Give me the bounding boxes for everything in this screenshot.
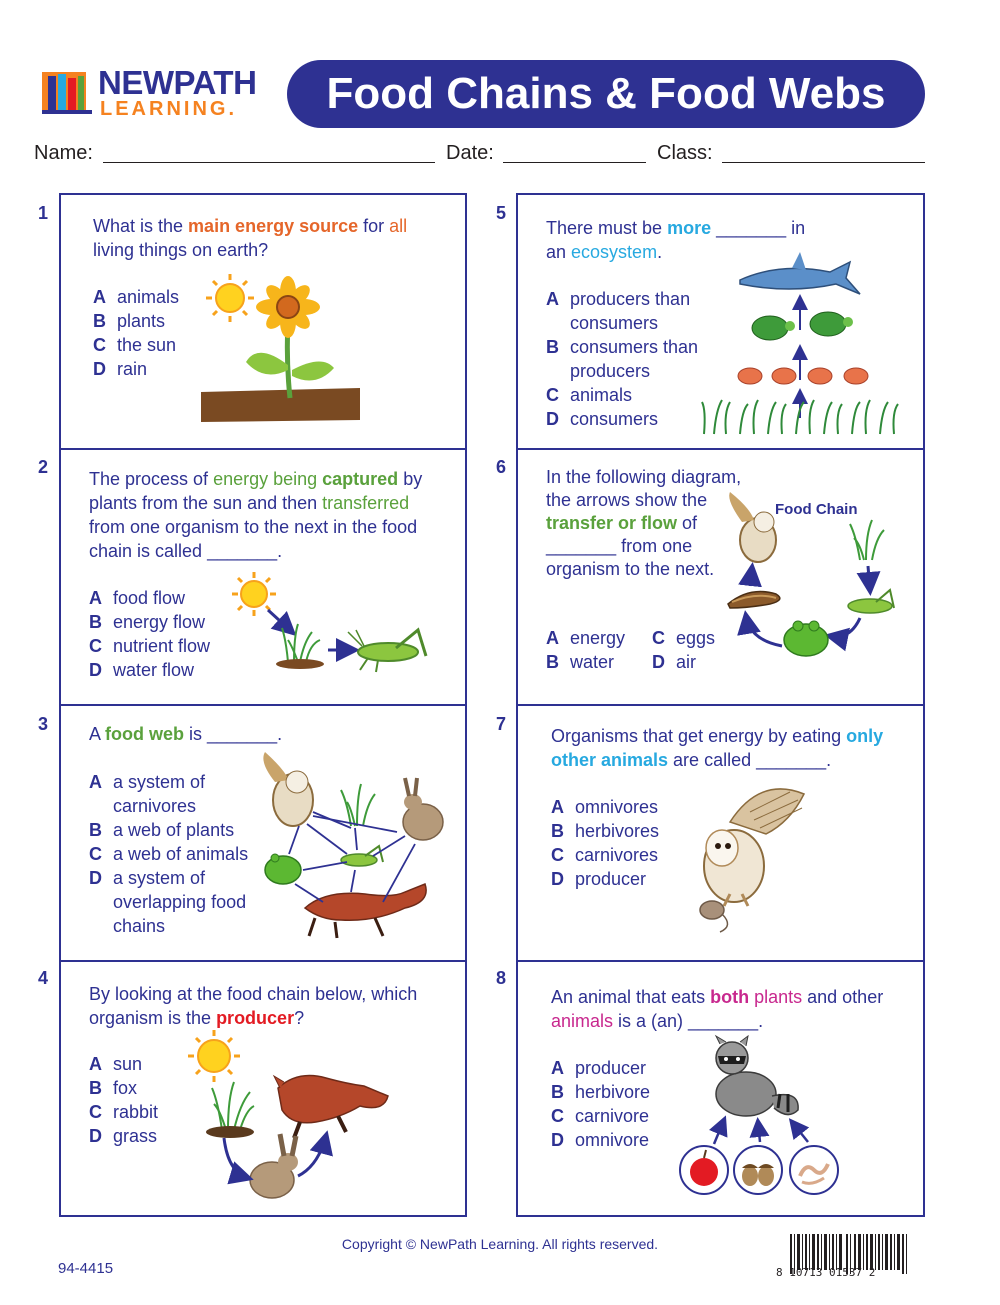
answer-option[interactable]: D water flow	[89, 660, 195, 680]
answer-option[interactable]: C rabbit	[89, 1102, 159, 1122]
answer-option[interactable]: B water	[546, 652, 615, 672]
owl-icon	[704, 789, 804, 906]
answer-option[interactable]: C the sun	[93, 335, 177, 355]
food-chain-label: Food Chain	[775, 501, 858, 518]
grass-icon	[850, 520, 884, 560]
rabbit-icon	[250, 1134, 298, 1198]
name-line[interactable]	[103, 162, 435, 163]
snake-icon	[728, 592, 780, 608]
answer-option[interactable]: A food flow	[89, 588, 186, 608]
turtle-icon	[752, 312, 853, 340]
question-4-options	[89, 1052, 189, 1148]
question-1-options	[93, 285, 213, 381]
divider	[59, 448, 467, 450]
answer-option[interactable]: D producer	[551, 869, 647, 889]
question-7-options	[551, 795, 681, 891]
newpath-logo	[40, 62, 270, 122]
question-1-text: What is the main energy source for all living things on earth?	[93, 216, 408, 260]
question-number: 2	[38, 457, 49, 477]
divider	[59, 960, 467, 962]
question-4-text: By looking at the food chain below, which organism is the producer?	[89, 984, 418, 1028]
grasshopper-icon	[341, 846, 383, 866]
date-line[interactable]	[503, 162, 646, 163]
answer-option[interactable]: D consumers	[546, 409, 659, 429]
answer-option[interactable]: D omnivore	[551, 1130, 650, 1150]
grasshopper-icon	[848, 590, 894, 613]
divider	[516, 960, 925, 962]
question-7-text: Organisms that get energy by eating only other animals are called _______.	[551, 726, 884, 770]
apple-icon	[680, 1146, 728, 1194]
answer-option[interactable]: A sun	[89, 1054, 143, 1074]
answer-option[interactable]: C carnivores	[551, 845, 659, 865]
answer-option[interactable]: B a web of plants	[89, 820, 235, 840]
question-6-text: In the following diagram, the arrows show the transfer or flow of _______ from one organism to the next.	[546, 467, 742, 579]
question-8-options	[551, 1056, 671, 1152]
energy-flow-illustration	[228, 570, 438, 680]
question-number: 6	[496, 457, 507, 477]
answer-option[interactable]: B herbivore	[551, 1082, 651, 1102]
question-5-options	[546, 287, 716, 431]
question-number: 4	[38, 968, 49, 988]
food-chain-cycle-illustration	[720, 490, 910, 670]
answer-option[interactable]: B fox	[89, 1078, 138, 1098]
answer-option[interactable]: C animals	[546, 385, 633, 405]
answer-option[interactable]: D air	[652, 652, 697, 672]
product-code: 94-4415	[58, 1260, 114, 1277]
rabbit-icon	[403, 778, 443, 840]
question-number: 1	[38, 203, 49, 223]
question-5-text: There must be more _______ in an ecosystem.	[546, 218, 806, 262]
grass-icon	[341, 784, 375, 826]
sun-icon	[188, 1030, 240, 1082]
date-label: Date:	[446, 142, 494, 164]
raccoon-icon	[716, 1036, 798, 1116]
mouse-icon	[700, 901, 728, 932]
answer-option[interactable]: A energy	[546, 628, 626, 648]
frog-icon	[265, 854, 301, 884]
answer-option[interactable]: C carnivore	[551, 1106, 650, 1126]
food-chain-illustration	[188, 1026, 408, 1206]
answer-option[interactable]: B energy flow	[89, 612, 206, 632]
divider	[516, 448, 925, 450]
answer-option[interactable]: B herbivores	[551, 821, 660, 841]
answer-option[interactable]: A animals	[93, 287, 180, 307]
fox-icon	[274, 1076, 388, 1138]
sun-icon	[206, 274, 254, 322]
worm-icon	[790, 1146, 838, 1194]
title-banner	[287, 60, 925, 128]
shark-icon	[740, 252, 860, 294]
answer-option[interactable]: C a web of animals	[89, 844, 249, 864]
owl-icon	[729, 492, 776, 562]
sun-flower-illustration	[200, 270, 365, 425]
answer-option[interactable]: A producer	[551, 1058, 647, 1078]
question-number: 5	[496, 203, 507, 223]
question-number: 3	[38, 714, 49, 734]
copyright-notice: Copyright © NewPath Learning. All rights reserved.	[341, 1236, 659, 1252]
logo-name: NEWPATH	[98, 64, 257, 101]
answer-option[interactable]: D grass	[89, 1126, 158, 1146]
answer-option[interactable]: C nutrient flow	[89, 636, 211, 656]
answer-option[interactable]: D rain	[93, 359, 148, 379]
page-title: Food Chains & Food Webs	[326, 69, 886, 118]
barcode-digits: 8 10713 01537 2	[776, 1266, 876, 1279]
question-3-text: A food web is _______.	[89, 724, 283, 744]
answer-option[interactable]: D a system of overlapping food chains	[89, 868, 247, 936]
answer-option[interactable]: A omnivores	[551, 797, 659, 817]
omnivore-illustration	[674, 1036, 850, 1196]
owl-icon	[263, 752, 313, 826]
question-2-options	[89, 586, 239, 682]
question-3-options	[89, 770, 259, 938]
grasshopper-icon	[348, 630, 426, 672]
question-number: 7	[496, 714, 507, 734]
answer-option[interactable]: B plants	[93, 311, 166, 331]
logo-sub: LEARNING.	[100, 98, 237, 120]
acorn-icon	[734, 1146, 782, 1194]
answer-option[interactable]: B consumers than producers	[546, 337, 699, 381]
answer-option[interactable]: A a system of carnivores	[89, 772, 206, 816]
divider	[59, 704, 467, 706]
question-2-text: The process of energy being captured by plants from the sun and then transferred from one organism to the next in the food chain is called _______.	[89, 469, 423, 561]
question-8-text: An animal that eats both plants and other animals is a (an) _______.	[551, 987, 884, 1031]
frog-icon	[784, 621, 828, 656]
answer-option[interactable]: A producers than consumers	[546, 289, 691, 333]
class-label: Class:	[657, 142, 713, 164]
question-number: 8	[496, 968, 507, 988]
book-logo-icon	[40, 66, 96, 118]
crab-icon	[738, 368, 868, 384]
class-line[interactable]	[722, 162, 925, 163]
answer-option[interactable]: C eggs	[652, 628, 716, 648]
ecosystem-pyramid-illustration	[700, 250, 905, 438]
grass-icon	[212, 1082, 254, 1130]
owl-carnivore-illustration	[690, 782, 815, 937]
question-6-options-left	[546, 626, 656, 674]
divider	[516, 704, 925, 706]
food-web-illustration	[255, 752, 455, 942]
fox-icon	[305, 884, 426, 938]
name-label: Name:	[34, 142, 93, 164]
